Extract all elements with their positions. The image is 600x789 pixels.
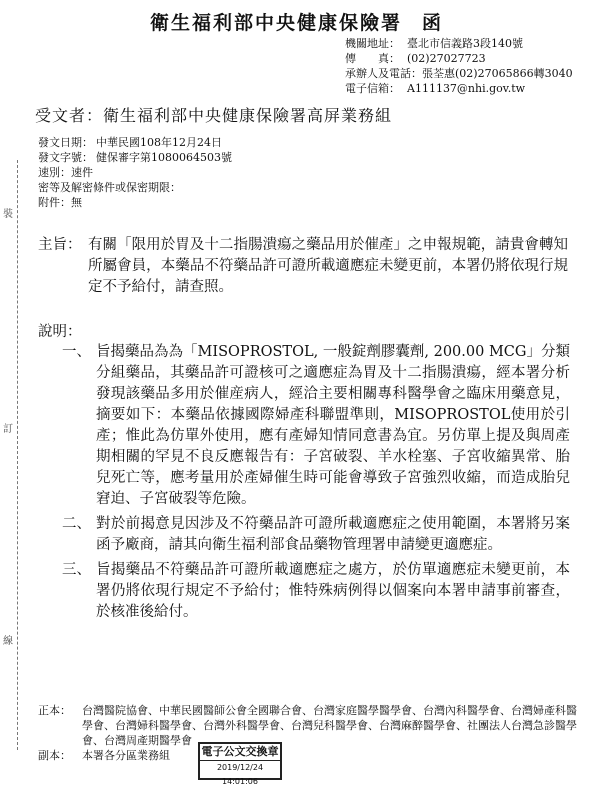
agency-info-row (345, 36, 573, 51)
agency-info-key: 機關地址： (345, 37, 400, 50)
copy-label: 副本： (38, 749, 71, 762)
item-text: 旨揭藥品不符藥品許可證所載適應症之處方，於仿單適應症未變更前，本署仍將依現行規定不予給付；惟特殊病例得以個案向本署申請事前審查，於核准後給付。 (96, 562, 570, 620)
meta-key: 密等及解密條件或保密期限： (38, 181, 181, 194)
stamp-title: 電子公文交換章 (200, 744, 280, 761)
original-label: 正本： (38, 704, 71, 717)
document-title (150, 8, 490, 35)
agency-info-value: A111137@nhi.gov.tw (407, 82, 526, 95)
stamp-time: 2019/12/24 14:01:06 (216, 763, 264, 786)
copy-recipients: 本署各分區業務組 (82, 749, 170, 762)
explanation-list (62, 342, 570, 627)
meta-key: 發文字號： (38, 151, 93, 164)
item-number: 三、 (62, 562, 91, 578)
meta-row (38, 180, 232, 195)
explanation-item (62, 514, 570, 556)
agency-info-key: 承辦人及電話： (345, 67, 422, 80)
agency-info (345, 36, 573, 96)
agency-info-key: 電子信箱： (345, 82, 400, 95)
agency-info-row (345, 51, 573, 66)
meta-row (38, 195, 232, 210)
explanation-item (62, 342, 570, 510)
explanation-item (62, 560, 570, 623)
recipient: 受文者：衛生福利部中央健康保險署高屏業務組 (35, 106, 393, 125)
agency-info-value: (02)27027723 (407, 52, 486, 65)
document-meta (38, 135, 232, 210)
binding-mark: 裝 (3, 209, 13, 220)
original-recipients: 台灣醫院協會、中華民國醫師公會全國聯合會、台灣家庭醫學醫學會、台灣內科醫學會、台灣婦產科醫學會、台灣婦科醫學會、台灣外科醫學會、台灣兒科醫學會、台灣麻醉醫學會、社團法人台灣急診醫學會、台灣周產期醫學會 (82, 704, 577, 747)
binding-mark: 訂 (3, 424, 13, 435)
distribution-block (38, 703, 578, 763)
meta-value: 無 (71, 196, 82, 209)
subject-label: 主旨： (38, 237, 82, 253)
meta-key: 附件： (38, 196, 71, 209)
item-number: 一、 (62, 344, 91, 360)
exchange-stamp (198, 742, 282, 786)
subject-text: 有關「限用於胃及十二指腸潰瘍之藥品用於催產」之申報規範，請貴會轉知所屬會員，本藥品不符藥品許可證所載適應症未變更前，本署仍將依現行規定不予給付，請查照。 (88, 237, 568, 295)
distribution-copy (38, 748, 578, 763)
document-type: 函 (422, 12, 444, 34)
distribution-original (38, 703, 578, 748)
meta-key: 發文日期： (38, 136, 93, 149)
agency-info-value: 臺北市信義路3段140號 (407, 37, 523, 50)
subject-section (38, 235, 568, 298)
agency-info-row (345, 66, 573, 81)
item-text: 旨揭藥品為為「MISOPROSTOL, 一般錠劑膠囊劑, 200.00 MCG」分類分組藥品，其藥品許可證核可之適應症為胃及十二指腸潰瘍，經本署分析發現該藥品多用於催産病人，經洽主要相關專科醫學會之臨床用藥意見，摘要如下：本藥品依據國際婦產科聯盟準則，MISOPROSTOL使用於引產；惟此為仿單外使用，應有產婦知情同意書為宜。另仿單上提及與周產期相關的罕見不良反應報告有：子宮破裂、羊水栓塞、子宮收縮異常、胎兒死亡等，應考量用於產婦催生時可能會導致子宮強烈收縮，而造成胎兒窘迫、子宮破裂等危險。 (96, 344, 570, 507)
agency-info-value: 張荃惠(02)27065866轉3040 (422, 67, 573, 80)
meta-value: 健保審字第1080064503號 (96, 151, 232, 164)
meta-row (38, 165, 232, 180)
meta-value: 中華民國108年12月24日 (96, 136, 222, 149)
meta-key: 速別： (38, 166, 71, 179)
binding-mark: 線 (3, 636, 13, 647)
agency-info-row (345, 81, 573, 96)
agency-info-key: 傳 真： (345, 52, 400, 65)
explanation-label: 說明： (38, 324, 82, 340)
meta-row (38, 135, 232, 150)
item-text: 對於前揭意見因涉及不符藥品許可證所載適應症之使用範圍，本署將另案函予廠商，請其向衛生福利部食品藥物管理署申請變更適應症。 (96, 516, 570, 553)
item-number: 二、 (62, 516, 91, 532)
meta-value: 速件 (71, 166, 93, 179)
binding-line (17, 160, 18, 750)
agency-name: 衛生福利部中央健康保險署 (150, 12, 403, 34)
meta-row (38, 150, 232, 165)
